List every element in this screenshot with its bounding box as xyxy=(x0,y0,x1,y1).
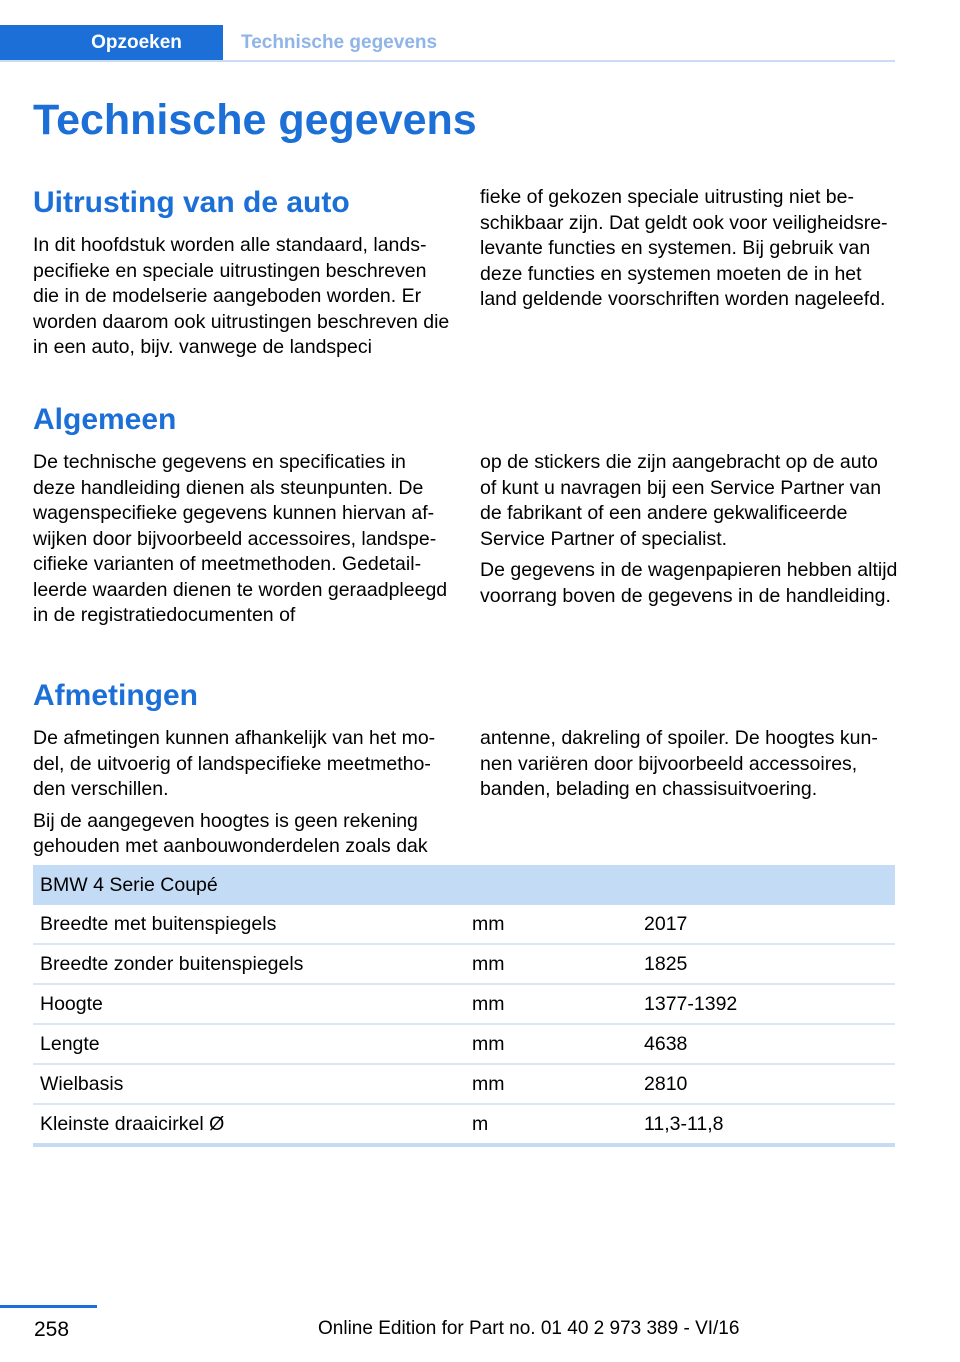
spec-value: 2017 xyxy=(637,905,895,944)
uitrusting-right-text: fieke of gekozen speciale uitrusting niet beschikbaar zijn. Dat geldt ook voor veiligheidsrelevante functies en systemen. Bij gebruik van deze functies en systemen moeten de in het land geldende voorschriften worden nageleefd. xyxy=(480,186,888,310)
spec-unit: m xyxy=(465,1104,637,1145)
spec-value: 11,3-11,8 xyxy=(637,1104,895,1145)
algemeen-right-text-1: op de stickers die zijn aangebracht op de auto of kunt u navragen bij een Service Partner van de fabrikant of een andere gekwalificeerde Service Partner of specialist. xyxy=(480,451,882,550)
tab-opzoeken[interactable]: Opzoeken xyxy=(0,25,223,60)
algemeen-right-column xyxy=(480,450,898,615)
spec-label: Hoogte xyxy=(33,984,465,1024)
spec-unit: mm xyxy=(465,905,637,944)
table-row xyxy=(33,1024,895,1064)
table-row xyxy=(33,1064,895,1104)
uitrusting-right-column xyxy=(480,185,898,319)
section-heading-uitrusting: Uitrusting van de auto xyxy=(33,186,350,219)
afmetingen-right-column xyxy=(480,726,898,809)
afmetingen-left-text-1: De afmetingen kunnen afhankelijk van het model, de uitvoerig of landspecifieke meetmethoden verschillen. xyxy=(33,727,436,800)
spec-unit: mm xyxy=(465,1064,637,1104)
page-title: Technische gegevens xyxy=(33,96,477,144)
table-row xyxy=(33,905,895,944)
spec-value: 1377-1392 xyxy=(637,984,895,1024)
section-heading-afmetingen: Afmetingen xyxy=(33,679,198,712)
algemeen-left-column xyxy=(33,450,451,635)
spec-table-header-row xyxy=(33,865,895,905)
spec-unit: mm xyxy=(465,984,637,1024)
spec-label: Breedte met buitenspiegels xyxy=(33,905,465,944)
spec-value: 2810 xyxy=(637,1064,895,1104)
spec-label: Wielbasis xyxy=(33,1064,465,1104)
spec-unit: mm xyxy=(465,1024,637,1064)
footer-divider xyxy=(0,1305,97,1308)
edition-text: Online Edition for Part no. 01 40 2 973 389 - VI/16 xyxy=(318,1318,740,1339)
section-heading-algemeen: Algemeen xyxy=(33,403,177,436)
table-row xyxy=(33,944,895,984)
afmetingen-left-column xyxy=(33,726,451,866)
spec-label: Breedte zonder buitenspiegels xyxy=(33,944,465,984)
spec-table xyxy=(33,865,895,1147)
algemeen-right-text-2: De gegevens in de wagenpapieren hebben altijd voorrang boven de gegevens in de handleiding. xyxy=(480,559,898,607)
algemeen-left-text: De technische gegevens en specificaties in deze handleiding dienen als steunpunten. De wagenspecifieke gegevens kunnen hiervan afwijken door bijvoorbeeld accessoires, landspecifieke varianten of meetmethoden. Gedetailleerde waarden dienen te worden geraadpleegd in de registratiedocumenten of xyxy=(33,451,448,626)
table-row xyxy=(33,984,895,1024)
header-tabs xyxy=(0,25,895,62)
header-divider xyxy=(0,60,895,62)
spec-label: Lengte xyxy=(33,1024,465,1064)
spec-unit: mm xyxy=(465,944,637,984)
spec-value: 4638 xyxy=(637,1024,895,1064)
page-number: 258 xyxy=(34,1318,70,1341)
afmetingen-right-text: antenne, dakreling of spoiler. De hoogtes kunnen variëren door bijvoorbeeld accessoires, banden, belading en chassisuitvoering. xyxy=(480,727,878,800)
afmetingen-left-text-2: Bij de aangegeven hoogtes is geen rekening gehouden met aanbouwonderdelen zoals dak xyxy=(33,809,428,857)
uitrusting-left-column xyxy=(33,233,451,367)
tab-technische-gegevens[interactable]: Technische gegevens xyxy=(241,31,438,53)
spec-table-header: BMW 4 Serie Coupé xyxy=(33,865,895,905)
spec-value: 1825 xyxy=(637,944,895,984)
uitrusting-left-text: In dit hoofdstuk worden alle standaard, landspecifieke en speciale uitrustingen beschreven die in de modelserie aangeboden worden. Er worden daarom ook uitrustingen beschreven die in een auto, bijv. vanwege de landspeci xyxy=(33,234,450,358)
table-row xyxy=(33,1104,895,1145)
spec-label: Kleinste draaicirkel Ø xyxy=(33,1104,465,1145)
